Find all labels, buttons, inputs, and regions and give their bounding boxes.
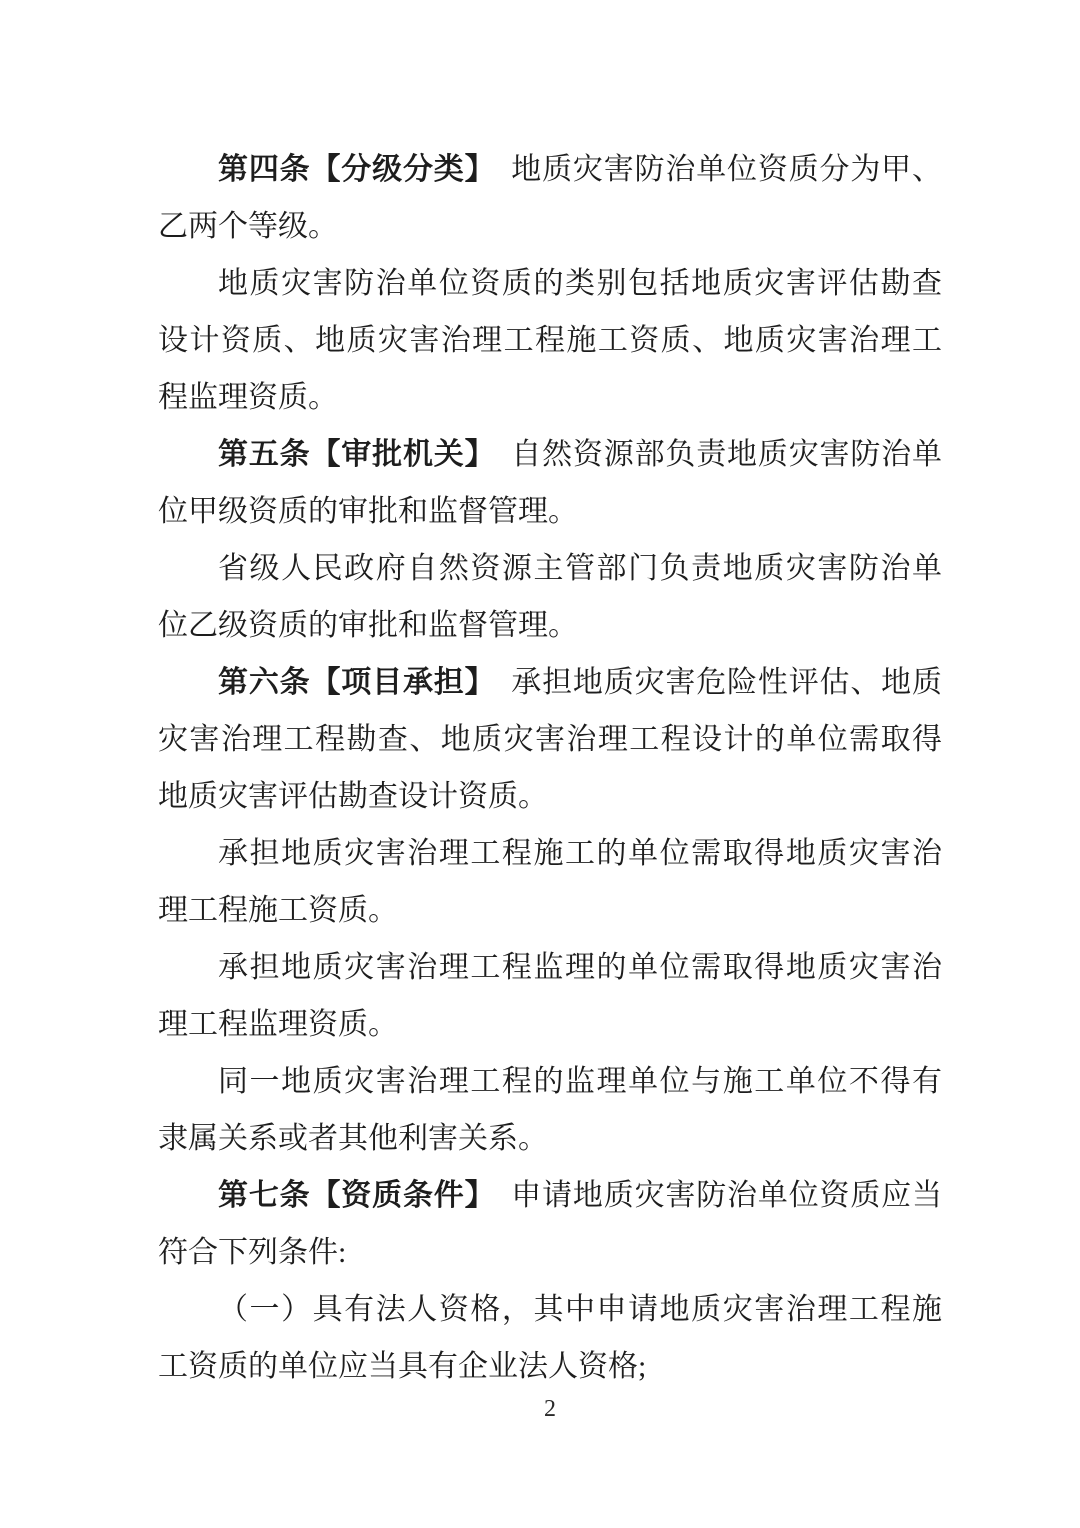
text-segment: （一）具有法人资格，其中申请地质灾害治理工程施 (218, 1293, 942, 1326)
text-segment: 位乙级资质的审批和监督管理。 (158, 609, 578, 642)
text-line (158, 597, 942, 654)
text-line (158, 1281, 942, 1338)
text-line (158, 312, 942, 369)
text-segment: 同一地质灾害治理工程的监理单位与施工单位不得有 (218, 1065, 942, 1098)
text-line (158, 768, 942, 825)
text-segment: 省级人民政府自然资源主管部门负责地质灾害防治单 (218, 552, 942, 585)
text-line (158, 198, 942, 255)
article-heading: 第五条【审批机关】 (218, 438, 481, 471)
text-segment: 承担地质灾害治理工程施工的单位需取得地质灾害治 (218, 837, 942, 870)
article-heading: 第四条【分级分类】 (218, 153, 481, 186)
text-segment: 理工程施工资质。 (158, 894, 398, 927)
text-line (158, 141, 942, 198)
page-number: 2 (544, 1396, 556, 1422)
text-segment: 符合下列条件: (158, 1236, 347, 1269)
text-segment: 设计资质、地质灾害治理工程施工资质、地质灾害治理工 (158, 324, 942, 357)
document-body (158, 141, 942, 1395)
text-line (158, 483, 942, 540)
text-line (158, 1167, 942, 1224)
text-line (158, 1053, 942, 1110)
text-line (158, 1110, 942, 1167)
text-segment: 位甲级资质的审批和监督管理。 (158, 495, 578, 528)
text-segment: 乙两个等级。 (158, 210, 338, 243)
text-line (158, 1338, 942, 1395)
text-segment: 自然资源部负责地质灾害防治单 (480, 438, 942, 471)
text-segment: 隶属关系或者其他利害关系。 (158, 1122, 548, 1155)
text-line (158, 825, 942, 882)
text-segment: 理工程监理资质。 (158, 1008, 398, 1041)
text-segment: 承担地质灾害危险性评估、地质 (480, 666, 942, 699)
text-segment: 工资质的单位应当具有企业法人资格; (158, 1350, 647, 1383)
text-line (158, 426, 942, 483)
text-segment: 地质灾害防治单位资质分为甲、 (480, 153, 942, 186)
text-segment: 承担地质灾害治理工程监理的单位需取得地质灾害治 (218, 951, 942, 984)
text-segment: 程监理资质。 (158, 381, 338, 414)
text-line (158, 996, 942, 1053)
text-line (158, 369, 942, 426)
text-line (158, 939, 942, 996)
text-line (158, 255, 942, 312)
text-line (158, 711, 942, 768)
text-line (158, 540, 942, 597)
text-segment: 地质灾害防治单位资质的类别包括地质灾害评估勘查 (218, 267, 942, 300)
text-line (158, 1224, 942, 1281)
article-heading: 第七条【资质条件】 (218, 1179, 481, 1212)
article-heading: 第六条【项目承担】 (218, 666, 481, 699)
text-line (158, 654, 942, 711)
text-segment: 申请地质灾害防治单位资质应当 (480, 1179, 942, 1212)
text-segment: 灾害治理工程勘查、地质灾害治理工程设计的单位需取得 (158, 723, 942, 756)
text-segment: 地质灾害评估勘查设计资质。 (158, 780, 548, 813)
text-line (158, 882, 942, 939)
